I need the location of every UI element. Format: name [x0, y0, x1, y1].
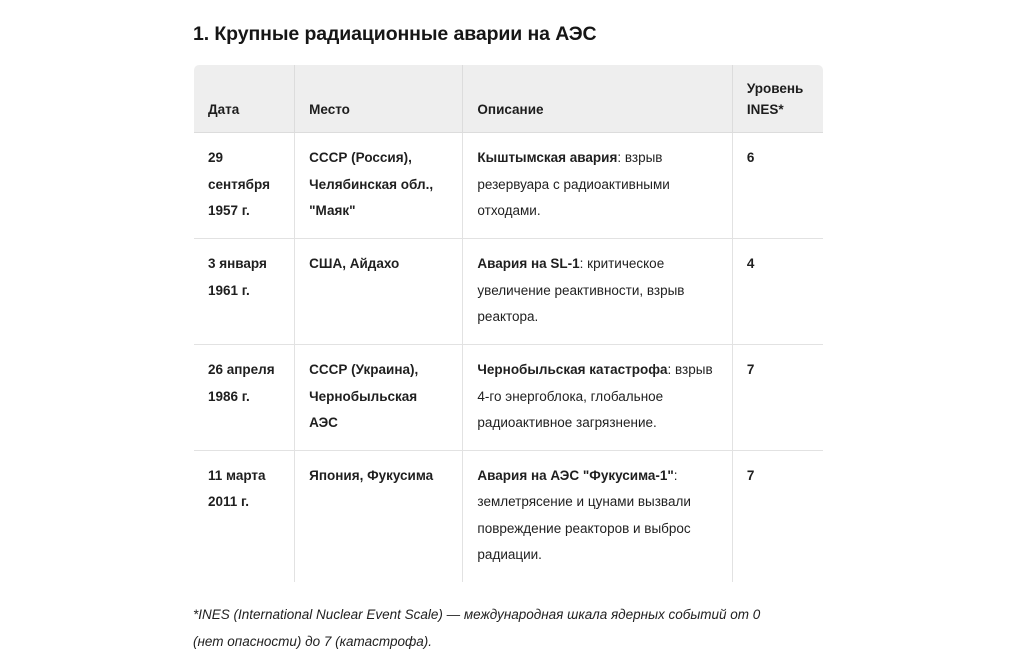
description-rest: : взрыв 4-го энергоблока, глобальное радиоактивное загрязнение.	[477, 362, 713, 430]
table-header-row	[194, 65, 824, 133]
cell-date: 29 сентября 1957 г.	[194, 133, 295, 239]
cell-ines-level: 7	[732, 345, 823, 451]
ines-footnote: *INES (International Nuclear Event Scale) — международная шкала ядерных событий от 0 (нет опасности) до 7 (катастрофа).	[193, 607, 761, 649]
description-lead: Авария на SL-1	[477, 256, 580, 272]
cell-place: США, Айдахо	[295, 239, 463, 345]
description-lead: Кыштымская авария	[477, 150, 618, 166]
page-title: 1. Крупные радиационные аварии на АЭС	[193, 23, 597, 45]
cell-description	[463, 133, 732, 239]
column-header-ines-level	[732, 65, 823, 133]
column-header-date: Дата	[194, 65, 295, 133]
cell-ines-level: 4	[732, 239, 823, 345]
table-row	[194, 133, 824, 239]
column-header-ines-line1: Уровень	[746, 80, 804, 96]
cell-description	[463, 345, 732, 451]
accidents-table-wrapper	[193, 64, 824, 583]
content-column	[193, 0, 824, 655]
cell-description	[463, 451, 732, 583]
cell-date: 3 января 1961 г.	[194, 239, 295, 345]
table-row	[194, 239, 824, 345]
cell-ines-level: 7	[746, 468, 755, 484]
column-header-description: Описание	[463, 65, 732, 133]
cell-place: СССР (Украина), Чернобыльская АЭС	[295, 345, 463, 451]
description-lead: Авария на АЭС "Фукусима-1"	[477, 468, 674, 484]
cell-date: 11 марта 2011 г.	[194, 451, 295, 583]
description-rest: : критическое увеличение реактивности, взрыв реактора.	[477, 256, 685, 324]
cell-ines-level: 6	[732, 133, 823, 239]
table-row	[194, 345, 824, 451]
description-lead: Чернобыльская катастрофа	[477, 362, 668, 378]
description-rest: : взрыв резервуара с радиоактивными отходами.	[477, 150, 670, 218]
cell-place: СССР (Россия), Челябинская обл., "Маяк"	[295, 133, 463, 239]
table-body	[194, 133, 824, 583]
accidents-table	[193, 64, 824, 583]
cell-date: 26 апреля 1986 г.	[194, 345, 295, 451]
column-header-place: Место	[295, 65, 463, 133]
cell-place: Япония, Фукусима	[295, 451, 463, 583]
description-rest: : землетрясение и цунами вызвали повреждение реакторов и выброс радиации.	[477, 468, 691, 563]
table-header	[194, 65, 824, 133]
table-row	[194, 451, 824, 583]
column-header-ines-line2: INES*	[746, 102, 784, 118]
cell-description	[463, 239, 732, 345]
